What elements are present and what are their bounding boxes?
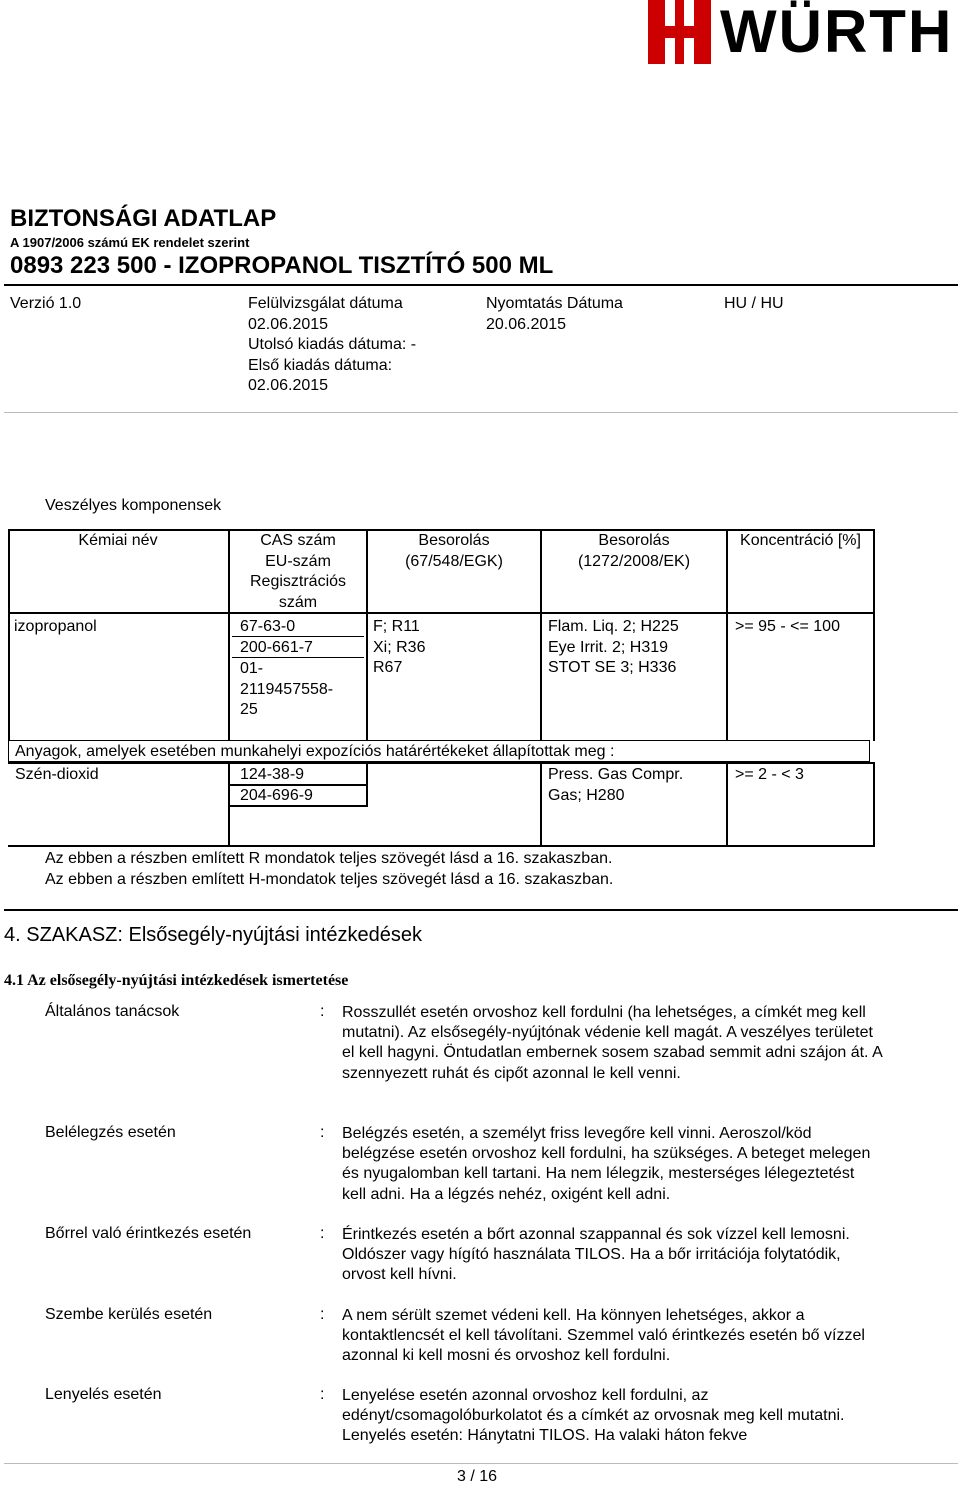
row1-class-67-b: Xi; R36 <box>373 638 426 656</box>
revision-label: Felülvizsgálat dátuma <box>248 295 403 312</box>
row2-eu: 204-696-9 <box>240 787 313 804</box>
row1-class-1272-c: STOT SE 3; H336 <box>548 659 677 676</box>
colon: : <box>320 1386 325 1403</box>
table-header-line <box>8 612 874 614</box>
row1-reg <box>240 659 333 721</box>
first-issue-date: 02.06.2015 <box>248 377 329 394</box>
colon: : <box>320 1225 325 1242</box>
row2-class-1272-b: Gas; H280 <box>548 786 625 804</box>
row2-col-line <box>540 762 542 847</box>
general-advice-label: Általános tanácsok <box>45 1003 180 1020</box>
regulation-subtitle: A 1907/2006 számú EK rendelet szerint <box>10 235 250 250</box>
col-class-1272 <box>542 531 726 572</box>
r-phrases-note: Az ebben a részben említett R mondatok teljes szövegét lásd a 16. szakaszban. <box>45 850 613 867</box>
col-cas <box>230 531 366 613</box>
colon: : <box>320 1003 325 1020</box>
product-title: 0893 223 500 - IZOPROPANOL TISZTÍTÓ 500 ML <box>10 252 554 279</box>
ingestion-label: Lenyelés esetén <box>45 1386 162 1403</box>
row1-cas: 67-63-0 <box>240 618 296 635</box>
section4-subtitle: 4.1 Az elsősegély-nyújtási intézkedések ismertetése <box>4 972 349 989</box>
footer-rule <box>4 1463 958 1464</box>
col-concentration: Koncentráció [%] <box>740 532 861 549</box>
exposure-heading: Anyagok, amelyek esetében munkahelyi expozíciós határértékeket állapítottak meg : <box>15 743 615 760</box>
col-class-1272-b: (1272/2008/EK) <box>577 552 691 570</box>
last-issue: Utolsó kiadás dátuma: - <box>248 336 417 353</box>
ingestion-text: Lenyelése esetén azonnal orvoshoz kell fordulni, az edényt/csomagolóburkolatot és a címkét az orvosnak meg kell mutatni. Lenyelés esetén: Hánytatni TILOS. Ha valaki háton fekve <box>342 1387 845 1445</box>
colon: : <box>320 1306 325 1323</box>
col-reg-label: Regisztrációs <box>249 573 347 590</box>
page-number: 3 / 16 <box>457 1468 498 1485</box>
general-advice-text: Rosszullét esetén orvoshoz kell fordulni (ha lehetséges, a címkét meg kell mutatni). Az elsősegély-nyújtónak védenie kell magát. A veszélyes területet el kell hagyni. Öntudatlan embernek sosem szabad semmit adni szájon át. A szennyezett ruhát és cipőt azonnal le kell venni. <box>342 1004 882 1082</box>
components-heading: Veszélyes komponensek <box>45 497 222 514</box>
table-col-line <box>726 529 728 741</box>
wurth-logo <box>648 0 958 70</box>
row2-concentration: >= 2 - < 3 <box>735 766 804 783</box>
row1-class-1272-a: Flam. Liq. 2; H225 <box>548 618 679 635</box>
section-rule <box>4 909 958 911</box>
row2-col-line <box>726 762 728 847</box>
row2-cas: 124-38-9 <box>240 766 305 783</box>
document-title: BIZTONSÁGI ADATLAP <box>10 205 277 232</box>
row1-class-67-a: F; R11 <box>373 618 420 635</box>
row1-reg-a: 01- <box>240 660 264 677</box>
row1-class-1272 <box>548 617 679 679</box>
col-cas-label: CAS szám <box>260 532 336 549</box>
eye-contact-label: Szembe kerülés esetén <box>45 1306 213 1323</box>
row2-col-line <box>873 762 875 847</box>
wurth-logo-text: WÜRTH <box>720 0 954 65</box>
col-class-67-b: (67/548/EGK) <box>405 552 503 570</box>
revision-date: 02.06.2015 <box>248 315 329 333</box>
print-block <box>486 294 623 335</box>
row1-reg-b: 2119457558- <box>240 680 334 698</box>
row1-reg-c: 25 <box>240 701 258 718</box>
colon: : <box>320 1124 325 1141</box>
table-right-line <box>873 529 875 741</box>
version: Verzió 1.0 <box>10 295 82 312</box>
row2-name: Szén-dioxid <box>15 766 99 783</box>
row1-cell-line <box>232 636 364 637</box>
header-rule <box>4 284 958 286</box>
col-reg-label-2: szám <box>278 593 318 611</box>
print-label: Nyomtatás Dátuma <box>486 295 623 312</box>
row1-concentration: >= 95 - <= 100 <box>735 618 840 635</box>
skin-contact-label: Bőrrel való érintkezés esetén <box>45 1225 252 1242</box>
row2-top-line <box>8 762 874 764</box>
row1-eu: 200-661-7 <box>240 639 313 656</box>
header-bottom-rule <box>4 412 958 413</box>
print-date: 20.06.2015 <box>486 315 567 333</box>
col-class-67-a: Besorolás <box>418 532 490 549</box>
wurth-logo-mark-icon <box>648 0 711 64</box>
col-chemical-name: Kémiai név <box>78 532 158 549</box>
row2-class-1272-a: Press. Gas Compr. <box>548 766 684 783</box>
inhalation-text: Belégzés esetén, a személyt friss levegőre kell vinni. Aeroszol/köd belégzése esetén orvoshoz kell fordulni, ha szükséges. A beteget melegen és nyugalomban kell tartani. Ha nem lélegzik, mesterséges lélegeztetést kell adni. Ha a légzés nehéz, oxigént kell adni. <box>342 1125 871 1203</box>
row1-class-67-c: R67 <box>373 659 403 676</box>
row1-class-1272-b: Eye Irrit. 2; H319 <box>548 638 669 656</box>
row2-class-1272 <box>548 765 683 806</box>
first-issue-label: Első kiadás dátuma: <box>248 356 393 374</box>
eye-contact-text: A nem sérült szemet védeni kell. Ha könnyen lehetséges, akkor a kontaktlencsét el kell távolítani. Szemmel való érintkezés esetén bő vízzel azonnal ki kell mosni és orvoshoz kell fordulni. <box>342 1307 865 1365</box>
row2-bottom-line <box>8 845 874 847</box>
row1-cell-line <box>232 657 364 658</box>
row1-class-67 <box>373 617 425 679</box>
row1-name: izopropanol <box>14 618 97 635</box>
h-phrases-note: Az ebben a részben említett H-mondatok teljes szövegét lásd a 16. szakaszban. <box>45 871 614 888</box>
inhalation-label: Belélegzés esetén <box>45 1124 176 1141</box>
skin-contact-text: Érintkezés esetén a bőrt azonnal szappannal és sok vízzel kell lemosni. Oldószer vagy hígító használata TILOS. Ha a bőr irritációja folytatódik, orvost kell hívni. <box>342 1226 850 1284</box>
table-left-line <box>8 529 10 741</box>
col-eu-label: EU-szám <box>265 552 331 570</box>
section4-title: 4. SZAKASZ: Elsősegély-nyújtási intézkedések <box>4 924 422 946</box>
col-class-67 <box>368 531 540 572</box>
language: HU / HU <box>724 295 784 312</box>
revision-block <box>248 294 416 397</box>
col-class-1272-a: Besorolás <box>598 532 670 549</box>
